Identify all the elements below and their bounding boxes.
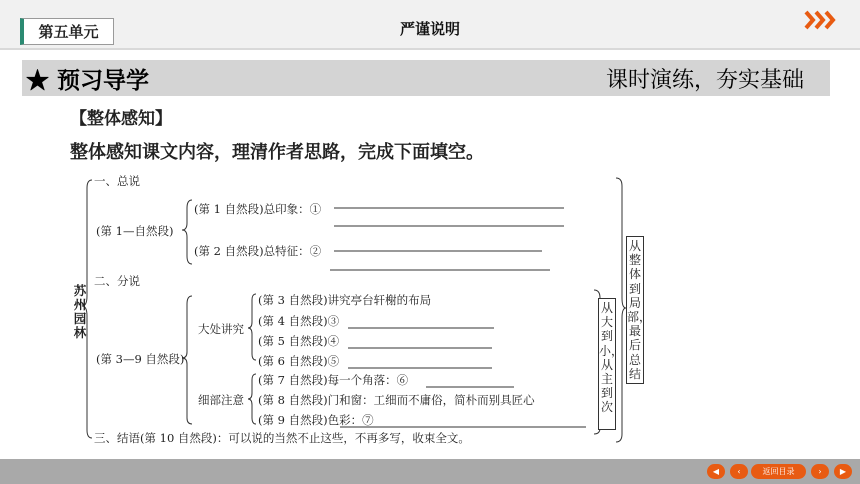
part1-group: (第 1—自然段) (96, 224, 174, 238)
summary-box-outer: 从整体到局部，最后总结 (626, 236, 644, 384)
detail-item-a: (第 7 自然段)每一个角落：⑥ (258, 373, 409, 387)
last-page-icon[interactable]: ▶ (834, 464, 852, 479)
first-page-icon[interactable]: ◀ (707, 464, 725, 479)
diagram-root: 苏州园林 (73, 283, 87, 340)
part2-label: 二、分说 (94, 274, 140, 288)
banner-title: ★ 预习导学 (26, 67, 150, 94)
part2-group: (第 3—9 自然段) (96, 352, 185, 366)
p1-item-b: (第 2 自然段)总特征：② (194, 244, 322, 258)
part1-label: 一、总说 (94, 174, 140, 188)
instruction-text: 整体感知课文内容，理清作者思路，完成下面填空。 (70, 142, 484, 163)
section-subheading: 【整体感知】 (70, 109, 172, 129)
big-group-label: 大处讲究 (198, 322, 244, 336)
next-page-icon[interactable]: › (811, 464, 829, 479)
diagram-braces (72, 172, 652, 452)
part3-label: 三、结语(第 10 自然段)：可以说的当然不止这些，不再多写，收束全文。 (94, 431, 470, 445)
back-to-contents-button[interactable]: 返回目录 (751, 464, 806, 479)
top-header (0, 0, 860, 50)
bottom-nav-bar (0, 459, 860, 484)
p1-item-a: (第 1 自然段)总印象：① (194, 202, 322, 216)
prev-page-icon[interactable]: ‹ (730, 464, 748, 479)
detail-item-c: (第 9 自然段)色彩：⑦ (258, 413, 374, 427)
big-item-b: (第 4 自然段)③ (258, 314, 340, 328)
page-title: 严谨说明 (399, 20, 460, 38)
next-chevrons-icon[interactable] (804, 9, 838, 31)
unit-tab[interactable]: 第五单元 (20, 18, 114, 45)
banner-slogan: 课时演练，夯实基础 (605, 68, 804, 93)
section-banner (22, 60, 830, 96)
summary-box-inner: 从大到小，从主到次 (598, 298, 616, 430)
detail-group-label: 细部注意 (198, 393, 244, 407)
structure-diagram (72, 172, 652, 452)
detail-item-b: (第 8 自然段)门和窗：工细而不庸俗，简朴而别具匠心 (258, 393, 535, 407)
big-item-a: (第 3 自然段)讲究亭台轩榭的布局 (258, 293, 432, 307)
big-item-d: (第 6 自然段)⑤ (258, 354, 340, 368)
big-item-c: (第 5 自然段)④ (258, 334, 340, 348)
